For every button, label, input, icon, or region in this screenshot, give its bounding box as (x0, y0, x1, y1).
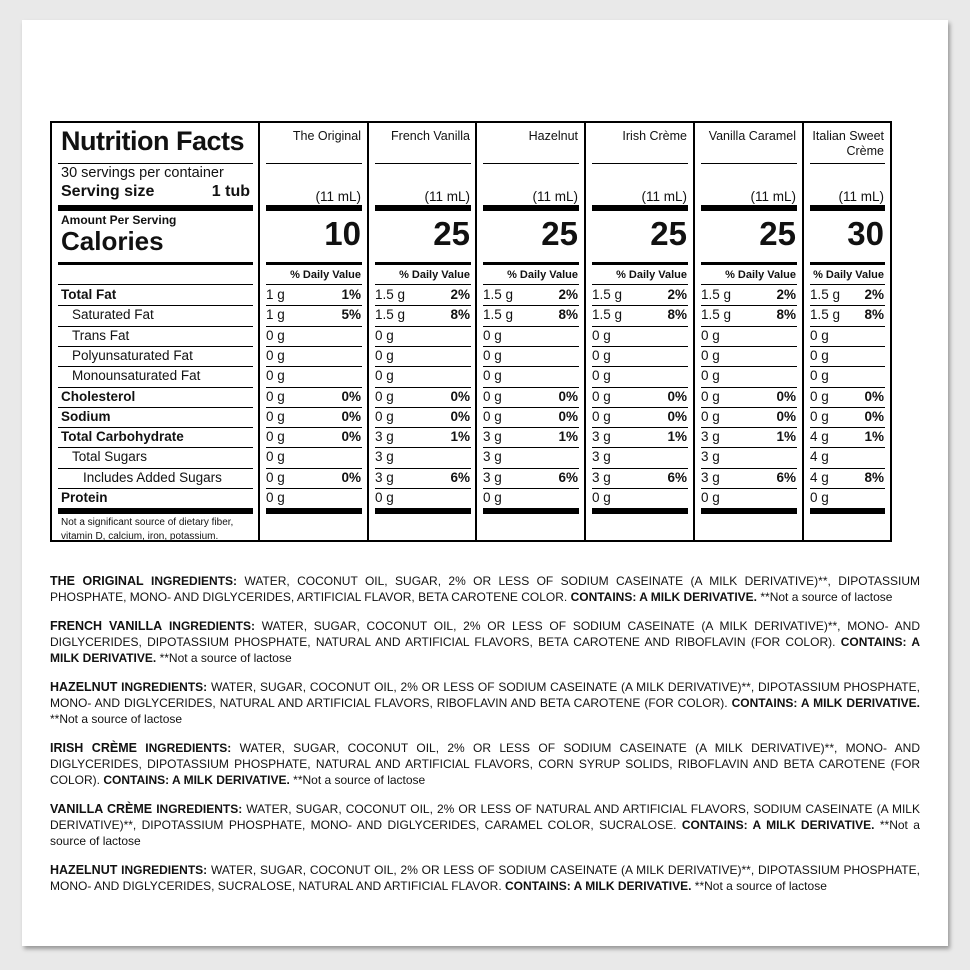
product-title: HAZELNUT (50, 680, 118, 694)
nutrient-daily-value: 0% (667, 408, 687, 424)
allergen-statement: CONTAINS: A MILK DERIVATIVE. (570, 590, 758, 604)
ingredients-label: INGREDIENTS: (156, 802, 243, 816)
nutrient-amount: 1.5 g (810, 307, 841, 323)
daily-value-header: % Daily Value (616, 269, 687, 281)
nutrient-daily-value: 6% (558, 469, 578, 485)
calories-value: 25 (759, 215, 796, 252)
ingredients-text: WATER, COCONUT OIL, SUGAR, 2% OR LESS OF SODIUM CASEINATE (A MILK DERIVATIVE)**, DIPOTASSIUM PHOSPHATE, MONO- AND DIGLYCERIDES, ARTIFICIAL FLAVOR, BETA CAROTENE COLOR. (50, 574, 920, 604)
nutrient-amount: 1.5 g (375, 307, 406, 323)
nutrient-amount: 3 g (592, 469, 611, 485)
nutrient-amount: 4 g (810, 429, 829, 445)
nutrient-amount: 1.5 g (701, 287, 732, 302)
nutrient-daily-value: 8% (667, 307, 687, 323)
nutrient-amount: 0 g (266, 388, 285, 404)
product-column (693, 123, 802, 540)
nutrient-amount: 0 g (375, 347, 394, 363)
product-name: Hazelnut (528, 129, 578, 143)
nutrient-amount: 0 g (375, 408, 394, 424)
nutrient-amount: 4 g (810, 449, 829, 465)
nutrient-amount: 0 g (810, 388, 829, 404)
nutrient-label: Total Carbohydrate (61, 429, 184, 445)
nutrient-amount: 0 g (483, 327, 502, 343)
nutrient-amount: 0 g (592, 408, 611, 424)
serving-volume: (11 mL) (532, 189, 578, 204)
daily-value-header: % Daily Value (507, 269, 578, 281)
nutrient-amount: 0 g (701, 490, 720, 505)
lactose-note: **Not a source of lactose (50, 818, 920, 848)
daily-value-header: % Daily Value (290, 269, 361, 281)
serving-volume: (11 mL) (750, 189, 796, 204)
ingredients-label: INGREDIENTS: (145, 741, 232, 755)
nutrient-daily-value: 8% (558, 307, 578, 323)
nutrition-facts-panel (50, 121, 892, 542)
nutrient-amount: 1 g (266, 307, 285, 323)
lactose-note: **Not a source of lactose (159, 651, 292, 665)
nutrition-facts-title: Nutrition Facts (61, 126, 245, 156)
product-name: French Vanilla (391, 129, 470, 143)
nutrient-amount: 0 g (266, 327, 285, 343)
nutrient-daily-value: 0% (450, 408, 470, 424)
product-title: THE ORIGINAL (50, 574, 144, 588)
nutrient-daily-value: 1% (341, 287, 361, 302)
nutrient-amount: 0 g (592, 490, 611, 505)
ingredient-statement (50, 679, 920, 727)
ingredients-text: WATER, SUGAR, COCONUT OIL, 2% OR LESS OF NATURAL AND ARTIFICIAL FLAVORS, SODIUM CASEINATE (A MILK DERIVATIVE)**, DIPOTASSIUM PHOSPHATE, MONO- AND DIGLYCERIDES, CARAMEL COLOR, SUCRALOSE. (50, 802, 920, 832)
serving-volume: (11 mL) (315, 189, 361, 204)
nutrient-daily-value: 0% (667, 388, 687, 404)
nutrient-amount: 0 g (810, 347, 829, 363)
nutrient-amount: 0 g (483, 368, 502, 384)
nutrient-amount: 0 g (266, 490, 285, 505)
nutrient-daily-value: 0% (776, 388, 796, 404)
product-column (367, 123, 476, 540)
serving-size-value: 1 tub (211, 183, 250, 200)
nutrient-daily-value: 0% (776, 408, 796, 424)
nutrient-amount: 3 g (701, 449, 720, 465)
nutrient-amount: 0 g (701, 408, 720, 424)
serving-volume: (11 mL) (424, 189, 470, 204)
product-column (475, 123, 584, 540)
nutrient-daily-value: 0% (341, 408, 361, 424)
serving-volume: (11 mL) (641, 189, 687, 204)
nutrient-amount: 3 g (592, 449, 611, 465)
ingredients-text: WATER, SUGAR, COCONUT OIL, 2% OR LESS OF SODIUM CASEINATE (A MILK DERIVATIVE)**, DIPOTASSIUM PHOSPHATE, MONO- AND DIGLYCERIDES, NATURAL AND ARTIFICIAL FLAVORS, RIBOFLAVIN AND BETA CAROTENE (FOR COLOR). (50, 680, 920, 710)
product-name: Italian Sweet Crème (812, 129, 884, 158)
calories-value: 10 (324, 215, 361, 252)
nutrient-daily-value: 0% (558, 408, 578, 424)
ingredients-label: INGREDIENTS: (168, 619, 255, 633)
nutrient-amount: 0 g (701, 368, 720, 384)
nutrient-daily-value: 5% (341, 307, 361, 323)
ingredient-statement (50, 740, 920, 788)
nutrient-amount: 0 g (266, 408, 285, 424)
nutrient-label: Polyunsaturated Fat (72, 347, 193, 363)
ingredient-statement (50, 618, 920, 666)
daily-value-header: % Daily Value (813, 269, 884, 281)
nutrient-amount: 0 g (810, 327, 829, 343)
nutrient-amount: 3 g (375, 449, 394, 465)
allergen-statement: CONTAINS: A MILK DERIVATIVE. (681, 818, 875, 832)
nutrient-amount: 3 g (483, 429, 502, 445)
nutrient-amount: 0 g (701, 327, 720, 343)
ingredients-text: WATER, SUGAR, COCONUT OIL, 2% OR LESS OF SODIUM CASEINATE (A MILK DERIVATIVE)**, DIPOTASSIUM PHOSPHATE, MONO- AND DIGLYCERIDES, SUCRALOSE, NATURAL AND ARTIFICIAL FLAVOR. (50, 863, 920, 893)
nutrient-amount: 0 g (483, 408, 502, 424)
nutrient-amount: 0 g (592, 388, 611, 404)
nutrient-daily-value: 6% (667, 469, 687, 485)
servings-per-container: 30 servings per container (61, 165, 224, 181)
nutrient-amount: 0 g (701, 347, 720, 363)
ingredient-statement (50, 573, 920, 605)
nutrient-amount: 0 g (266, 429, 285, 445)
calories-value: 30 (847, 215, 884, 252)
nutrient-amount: 0 g (810, 490, 829, 505)
product-name: Vanilla Caramel (708, 129, 796, 143)
nutrient-label: Total Fat (61, 287, 117, 302)
ingredient-statement (50, 862, 920, 894)
nutrient-amount: 1.5 g (592, 287, 623, 302)
nutrient-amount: 3 g (483, 469, 502, 485)
nutrition-label-column (52, 123, 258, 540)
serving-size-label: Serving size (61, 183, 155, 200)
nutrient-daily-value: 1% (776, 429, 796, 445)
nutrient-label: Saturated Fat (72, 307, 154, 323)
nutrient-amount: 0 g (266, 469, 285, 485)
ingredients-label: INGREDIENTS: (121, 680, 208, 694)
product-title: IRISH CRÈME (50, 741, 137, 755)
nutrient-daily-value: 2% (558, 287, 578, 302)
product-info-card (22, 20, 948, 946)
nutrient-amount: 3 g (375, 469, 394, 485)
nutrient-daily-value: 8% (450, 307, 470, 323)
nutrient-amount: 1 g (266, 287, 285, 302)
nutrient-daily-value: 1% (864, 429, 884, 445)
nutrient-daily-value: 6% (450, 469, 470, 485)
nutrient-daily-value: 8% (864, 307, 884, 323)
nutrient-label: Monounsaturated Fat (72, 368, 201, 384)
calories-value: 25 (650, 215, 687, 252)
calories-value: 25 (433, 215, 470, 252)
ingredient-statement (50, 801, 920, 849)
nutrient-label: Includes Added Sugars (83, 469, 222, 485)
nutrient-daily-value: 0% (341, 388, 361, 404)
nutrient-amount: 0 g (375, 368, 394, 384)
nutrient-label: Trans Fat (72, 327, 130, 343)
product-title: HAZELNUT (50, 863, 118, 877)
nutrient-amount: 0 g (375, 388, 394, 404)
nutrient-amount: 0 g (483, 388, 502, 404)
nutrient-amount: 0 g (266, 347, 285, 363)
allergen-statement: CONTAINS: A MILK DERIVATIVE. (50, 635, 921, 665)
nutrient-amount: 0 g (701, 388, 720, 404)
nutrient-amount: 0 g (266, 368, 285, 384)
nutrient-daily-value: 1% (667, 429, 687, 445)
product-column (258, 123, 367, 540)
nutrient-amount: 1.5 g (375, 287, 406, 302)
nutrient-amount: 1.5 g (483, 307, 514, 323)
nutrient-amount: 3 g (592, 429, 611, 445)
nutrient-daily-value: 0% (864, 388, 884, 404)
nutrient-daily-value: 2% (450, 287, 470, 302)
nutrient-daily-value: 0% (341, 469, 361, 485)
nutrient-daily-value: 0% (558, 388, 578, 404)
nutrient-amount: 0 g (375, 490, 394, 505)
lactose-note: **Not a source of lactose (293, 773, 426, 787)
nutrient-amount: 1.5 g (810, 287, 841, 302)
serving-volume: (11 mL) (838, 189, 884, 204)
nutrient-daily-value: 2% (667, 287, 687, 302)
nutrient-amount: 3 g (483, 449, 502, 465)
nutrient-amount: 0 g (483, 347, 502, 363)
ingredients-label: INGREDIENTS: (151, 574, 238, 588)
nutrient-daily-value: 0% (450, 388, 470, 404)
nutrient-amount: 0 g (483, 490, 502, 505)
allergen-statement: CONTAINS: A MILK DERIVATIVE. (103, 773, 290, 787)
nutrient-daily-value: 8% (776, 307, 796, 323)
nutrient-amount: 0 g (592, 368, 611, 384)
nutrient-amount: 3 g (701, 429, 720, 445)
nutrient-amount: 0 g (592, 327, 611, 343)
product-title: FRENCH VANILLA (50, 619, 163, 633)
nutrient-daily-value: 1% (558, 429, 578, 445)
product-title: VANILLA CRÈME (50, 802, 153, 816)
lactose-note: **Not a source of lactose (50, 712, 183, 726)
allergen-statement: CONTAINS: A MILK DERIVATIVE. (731, 696, 920, 710)
product-column (584, 123, 693, 540)
nutrient-amount: 0 g (266, 449, 285, 465)
ingredients-section (50, 573, 920, 907)
daily-value-header: % Daily Value (725, 269, 796, 281)
nutrient-amount: 0 g (810, 408, 829, 424)
nutrient-daily-value: 2% (776, 287, 796, 302)
nutrient-daily-value: 6% (776, 469, 796, 485)
nutrient-amount: 3 g (701, 469, 720, 485)
nutrient-amount: 3 g (375, 429, 394, 445)
nutrient-amount: 1.5 g (483, 287, 514, 302)
ingredients-text: WATER, SUGAR, COCONUT OIL, 2% OR LESS OF SODIUM CASEINATE (A MILK DERIVATIVE)**, MONO- AND DIGLYCERIDES, DIPOTASSIUM PHOSPHATE, NATURAL AND ARTIFICIAL FLAVORS, CORN SYRUP SOLIDS, RIBOFLAVIN AND BETA CAROTENE (FOR COLOR). (50, 741, 920, 787)
nutrient-daily-value: 8% (864, 469, 884, 485)
nutrient-label: Protein (61, 490, 108, 505)
product-name: The Original (292, 129, 361, 143)
calories-label: Calories (61, 226, 164, 256)
nutrient-label: Sodium (61, 408, 111, 424)
nutrient-amount: 0 g (375, 327, 394, 343)
nutrition-footnote: Not a significant source of dietary fiber, vitamin D, calcium, iron, potassium. (61, 517, 234, 542)
nutrient-daily-value: 2% (864, 287, 884, 302)
allergen-statement: CONTAINS: A MILK DERIVATIVE. (505, 879, 692, 893)
nutrient-amount: 1.5 g (592, 307, 623, 323)
product-name: Irish Crème (622, 129, 687, 143)
nutrient-daily-value: 0% (341, 429, 361, 445)
ingredients-label: INGREDIENTS: (121, 863, 208, 877)
nutrient-amount: 1.5 g (701, 307, 732, 323)
nutrient-amount: 0 g (592, 347, 611, 363)
calories-value: 25 (541, 215, 578, 252)
nutrient-label: Cholesterol (61, 388, 136, 404)
nutrient-daily-value: 0% (864, 408, 884, 424)
product-column (802, 123, 890, 540)
daily-value-header: % Daily Value (399, 269, 470, 281)
lactose-note: **Not a source of lactose (694, 879, 827, 893)
ingredients-text: WATER, SUGAR, COCONUT OIL, 2% OR LESS OF SODIUM CASEINATE (A MILK DERIVATIVE)**, MONO- AND DIGLYCERIDES, DIPOTASSIUM PHOSPHATE, NATURAL AND ARTIFICIAL FLAVORS, BETA CAROTENE AND RIBOFLAVIN (FOR COLOR). (50, 619, 920, 649)
nutrient-daily-value: 1% (450, 429, 470, 445)
lactose-note: **Not a source of lactose (760, 590, 893, 604)
amount-per-serving: Amount Per Serving (61, 213, 177, 227)
nutrient-amount: 0 g (810, 368, 829, 384)
nutrient-label: Total Sugars (72, 449, 148, 465)
nutrient-amount: 4 g (810, 469, 829, 485)
